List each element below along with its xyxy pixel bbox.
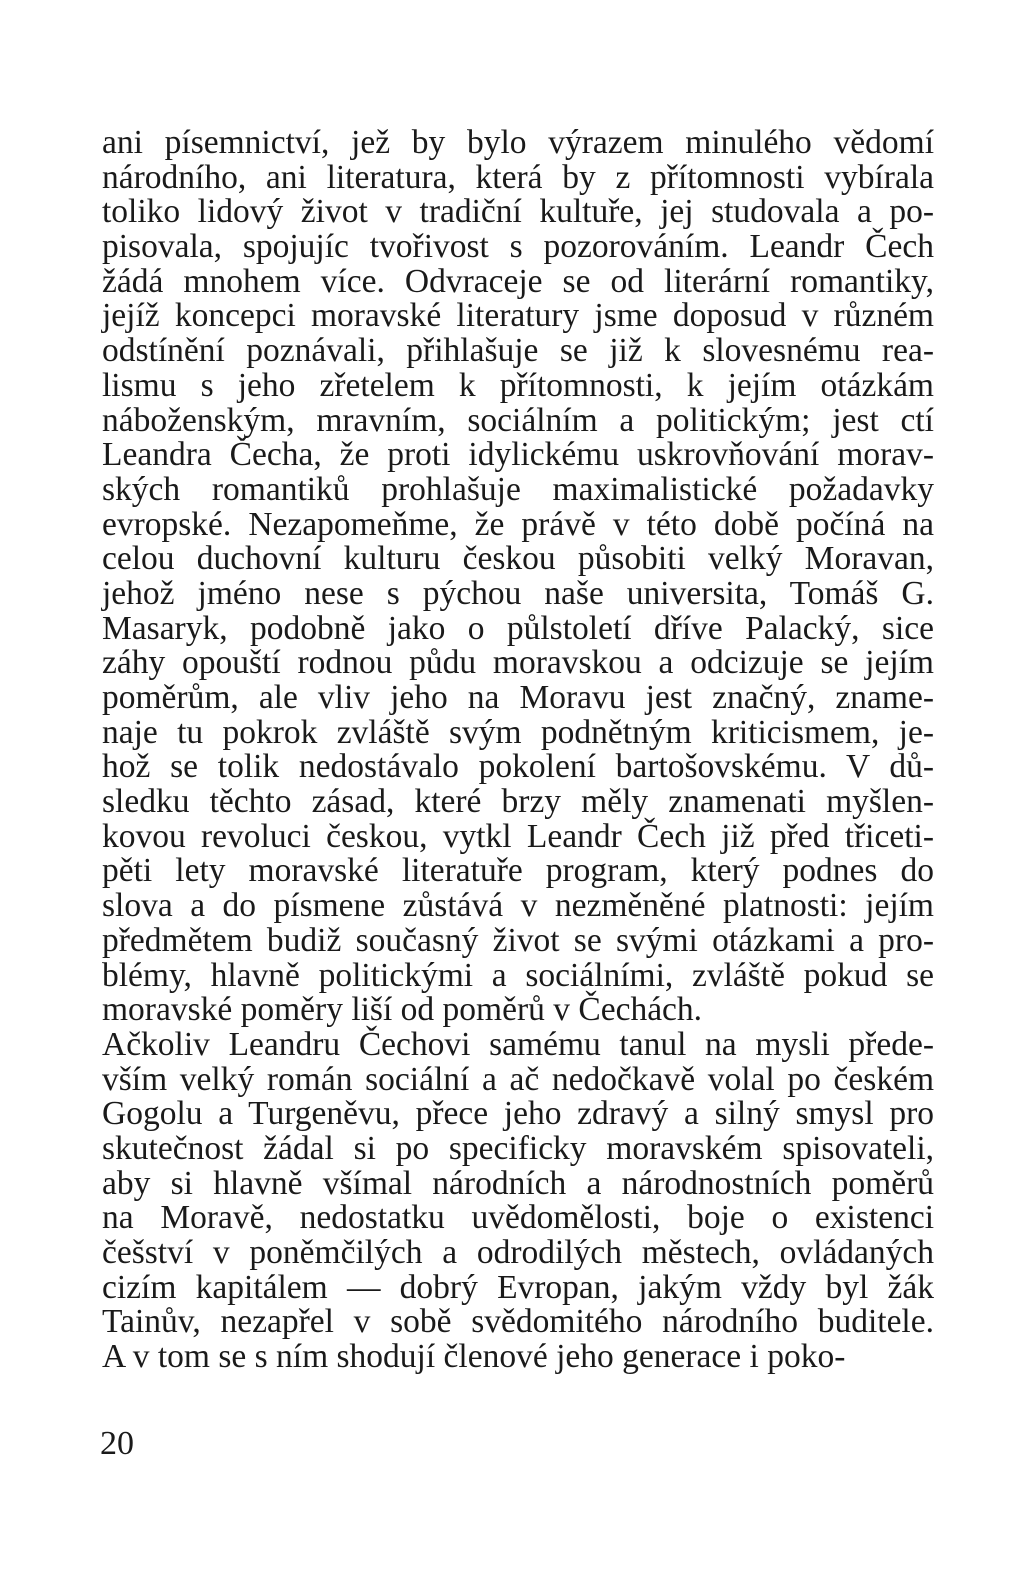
text-line: češství v poněmčilých a odrodilých městech, ovládaných [102,1234,934,1271]
text-line: ských romantiků prohlašuje maximalistické požadavky [102,470,934,508]
text-line: na Moravě, nedostatku uvědomělosti, boje o existenci [102,1199,934,1237]
text-line: celou duchovní kulturu českou působiti velký Moravan, [102,540,934,578]
text-line: toliko lidový život v tradiční kultuře, jej studovala a po- [102,193,934,231]
text-line: jejíž koncepci moravské literatury jsme doposud v různém [102,297,934,335]
text-line: skutečnost žádal si po specificky moravském spisovateli, [102,1129,934,1167]
text-line: záhy opouští rodnou půdu moravskou a odcizuje se jejím [102,644,934,682]
text-line: blémy, hlavně politickými a sociálními, zvláště pokud se [102,956,934,994]
text-line: Tainův, nezapřel v sobě svědomitého národního buditele. [102,1303,934,1341]
text-line: poměrům, ale vliv jeho na Moravu jest značný, zname- [102,679,934,716]
text-line: předmětem budiž současný život se svými otázkami a pro- [102,921,934,959]
text-line: Ačkoliv Leandru Čechovi samému tanul na mysli přede- [102,1025,934,1063]
text-line: pěti lety moravské literatuře program, který podnes do [102,852,934,890]
text-line: sledku těchto zásad, které brzy měly znamenati myšlen- [102,783,934,821]
text-line: odstínění poznávali, přihlašuje se již k slovesnému rea- [102,332,934,370]
text-line: jehož jméno nese s pýchou naše universita, Tomáš G. [102,574,934,612]
text-line: vším velký román sociální a ač nedočkavě volal po českém [102,1060,934,1098]
text-line: národního, ani literatura, která by z přítomnosti vybírala [102,158,934,196]
text-line: kovou revoluci českou, vytkl Leandr Čech již před třiceti- [102,817,934,855]
body-text [102,126,934,1375]
text-line: ani písemnictví, jež by bylo výrazem minulého vědomí [102,124,934,161]
text-line: náboženským, mravním, sociálním a politickým; jest ctí [102,401,934,439]
text-line: lismu s jeho zřetelem k přítomnosti, k jejím otázkám [102,366,934,404]
page-number: 20 [100,1425,134,1462]
text-line: A v tom se s ním shodují členové jeho generace i poko- [102,1338,846,1376]
text-line: cizím kapitálem — dobrý Evropan, jakým vždy byl žák [102,1268,934,1306]
text-line: Gogolu a Turgeněvu, přece jeho zdravý a silný smysl pro [102,1095,934,1133]
text-line: žádá mnohem více. Odvraceje se od literární romantiky, [102,262,934,300]
text-line: evropské. Nezapomeňme, že právě v této době počíná na [102,505,934,543]
text-line: moravské poměry liší od poměrů v Čechách. [102,991,703,1029]
text-line: aby si hlavně všímal národních a národnostních poměrů [102,1164,934,1202]
text-line: pisovala, spojujíc tvořivost s pozorováním. Leandr Čech [102,228,934,266]
text-line: slova a do písmene zůstává v nezměněné platnosti: jejím [102,887,934,925]
text-line: hož se tolik nedostávalo pokolení bartošovskému. V dů- [102,748,934,786]
text-line: Masaryk, podobně jako o půlstoletí dříve Palacký, sice [102,609,934,647]
text-line: naje tu pokrok zvláště svým podnětným kriticismem, je- [102,713,934,751]
text-line: Leandra Čecha, že proti idylickému uskrovňování morav- [102,436,934,474]
